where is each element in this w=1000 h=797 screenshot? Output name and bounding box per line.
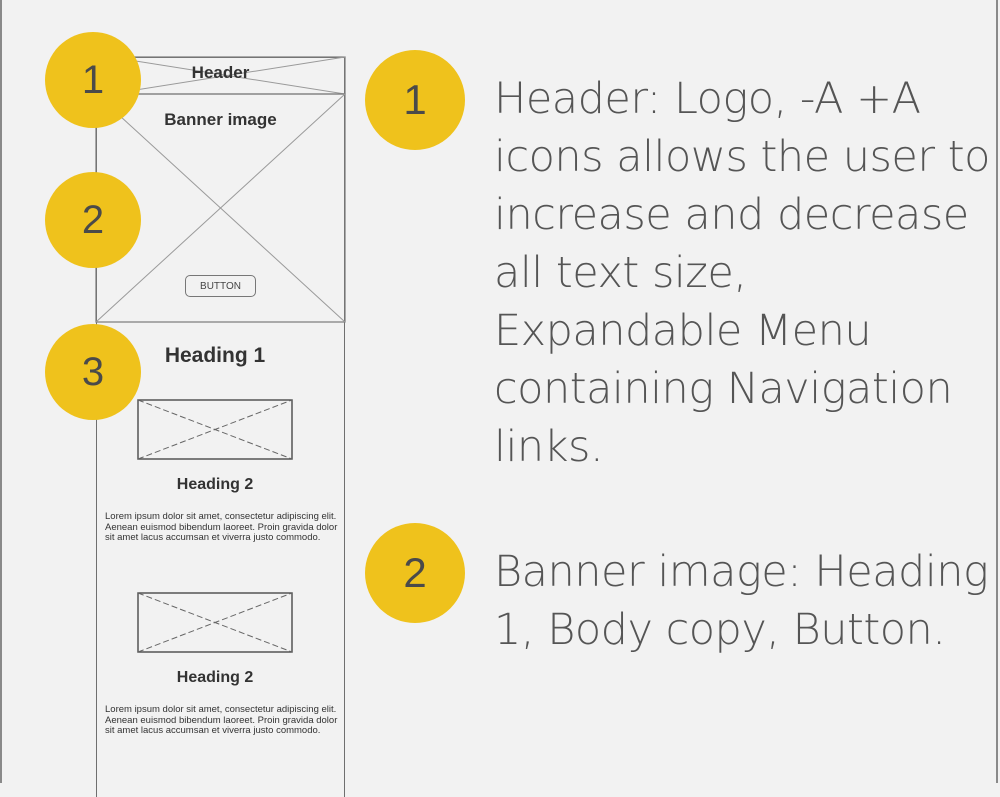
- marker-circle-3: 3: [45, 324, 141, 420]
- heading-1-label: Heading 1: [164, 344, 266, 367]
- annotation-text-2: Banner image: Heading 1, Body copy, Button.: [494, 547, 989, 655]
- banner-label: Banner image: [164, 110, 277, 129]
- marker-circle-2: 2: [45, 172, 141, 268]
- annotation-text-1: Header: Logo, -A +A icons allows the user to increase and decrease all text size, Expandable Menu containing Navigation links.: [494, 74, 990, 472]
- header-label: Header: [191, 63, 250, 82]
- heading-2-label: Heading 2: [176, 476, 254, 493]
- body-copy-text: Lorem ipsum dolor sit amet, consectetur adipiscing elit. Aenean euismod bibendum laoreet. Proin gravida dolor sit amet lacus accumsan et viverra justo commodo.: [105, 511, 338, 543]
- marker-circle-1: 1: [45, 32, 141, 128]
- body-copy-text: Lorem ipsum dolor sit amet, consectetur adipiscing elit. Aenean euismod bibendum laoreet. Proin gravida dolor sit amet lacus accumsan et viverra justo commodo.: [105, 704, 338, 736]
- annotation-circle-2: 2: [365, 523, 465, 623]
- heading-2-label: Heading 2: [176, 669, 254, 686]
- annotation-circle-1: 1: [365, 50, 465, 150]
- wireframe-button: BUTTON: [185, 275, 256, 297]
